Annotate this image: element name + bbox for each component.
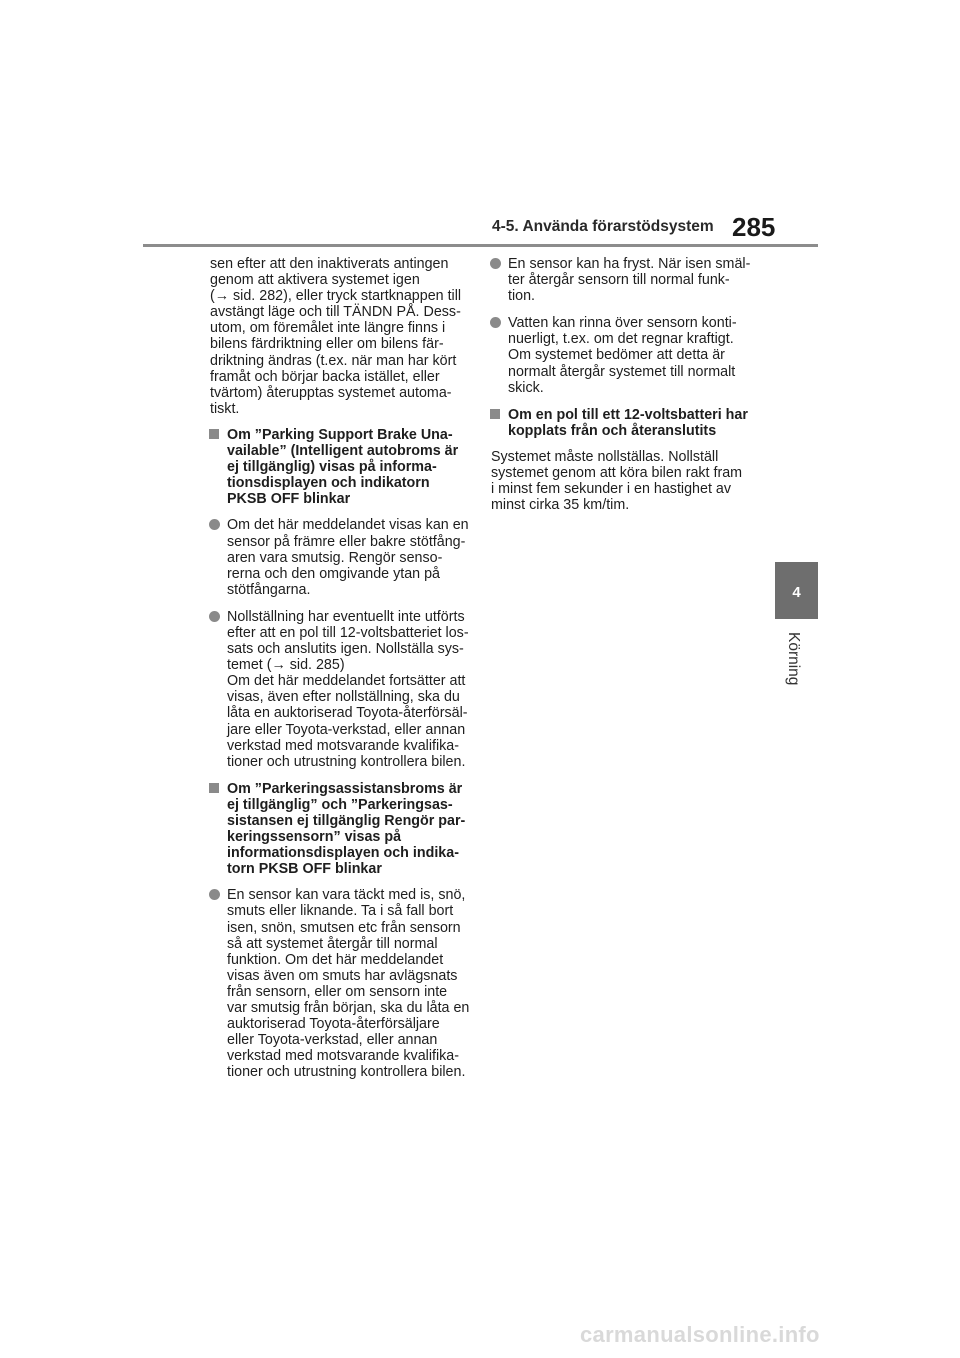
section-heading (210, 781, 474, 878)
intro-paragraph: sen efter att den inaktiverats antingen genom att aktivera systemet igen (→ sid. 282), eller tryck startknappen till avstängt läge och till TÄNDN PÅ. Dess- utom, om föremålet inte längre finns i bilens färdriktning eller om bilens fär- driktning ändras (t.ex. när man har kört framåt och börjar backa istället, eller tvärtom) återupptas systemet automa- tiskt. (210, 256, 462, 417)
circle-bullet-icon (209, 611, 220, 622)
header-rule (143, 244, 818, 247)
bullet-text: Nollställning har eventuellt inte utförts efter att en pol till 12-voltsbatteriet los- sats och anslutits igen. Nollställa sys- temet (→ sid. 285) Om det här meddelandet fortsätter att visas, även efter nollställning, ska du låta en auktoriserad Toyota-återförsäl- jare eller Toyota-verkstad, eller annan verkstad med motsvarande kvalifika- tioner och utrustning kontrollera bilen. (227, 608, 469, 770)
heading-text: Om ”Parkeringsassistansbroms är ej tillgänglig” och ”Parkeringsas- sistansen ej tillgänglig Rengör par- keringssensorn” visas på informationsdisplayen och indika- torn PKSB OFF blinkar (227, 780, 466, 878)
watermark: carmanualsonline.info (580, 1322, 820, 1347)
left-column (210, 256, 474, 1092)
heading-text: Om en pol till ett 12-voltsbatteri har kopplats från och återanslutits (508, 406, 748, 439)
bullet-item (210, 609, 474, 770)
right-column (491, 256, 759, 523)
chapter-label: Körning (785, 632, 802, 686)
circle-bullet-icon (209, 889, 220, 900)
circle-bullet-icon (209, 519, 220, 530)
page-number: 285 (732, 212, 776, 242)
section-heading (491, 407, 759, 439)
body-paragraph: Systemet måste nollställas. Nollställ systemet genom att köra bilen rakt fram i minst fem sekunder i en hastighet av minst cirka 35 km/tim. (491, 448, 743, 514)
section-heading (210, 427, 474, 507)
circle-bullet-icon (490, 258, 501, 269)
heading-text: Om ”Parking Support Brake Una- vailable” (Intelligent autobroms är ej tillgänglig) visas på informa- tionsdisplayen och indikatorn PKSB OFF blinkar (227, 426, 459, 508)
square-bullet-icon (490, 409, 500, 419)
circle-bullet-icon (490, 317, 501, 328)
bullet-item (491, 315, 759, 395)
bullet-text: En sensor kan ha fryst. När isen smäl- ter återgår sensorn till normal funk- tion. (508, 256, 751, 305)
bullet-item (210, 887, 474, 1080)
bullet-text: Om det här meddelandet visas kan en sensor på främre eller bakre stötfång- aren vara smutsig. Rengör senso- rerna och den omgivande ytan på stötfångarna. (227, 517, 469, 598)
square-bullet-icon (209, 783, 219, 793)
bullet-text: Vatten kan rinna över sensorn konti- nuerligt, t.ex. om det regnar kraftigt. Om systemet bedömer att detta är normalt återgår systemet till normalt skick. (508, 315, 737, 396)
bullet-item (491, 256, 759, 304)
square-bullet-icon (209, 429, 219, 439)
chapter-number: 4 (792, 584, 801, 601)
chapter-tab (775, 562, 818, 619)
bullet-item (210, 517, 474, 597)
section-header: 4-5. Använda förarstödsystem (492, 218, 714, 235)
bullet-text: En sensor kan vara täckt med is, snö, smuts eller liknande. Ta i så fall bort isen, snön, smutsen etc från sensorn så att systemet återgår till normal funktion. Om det här meddelandet visas även om smuts har avlägsnats från sensorn, eller om sensorn inte var smutsig från början, ska du låta en auktoriserad Toyota-återförsäljare eller Toyota-verkstad, eller annan verkstad med motsvarande kvalifika- tioner och utrustning kontrollera bilen. (227, 887, 470, 1081)
